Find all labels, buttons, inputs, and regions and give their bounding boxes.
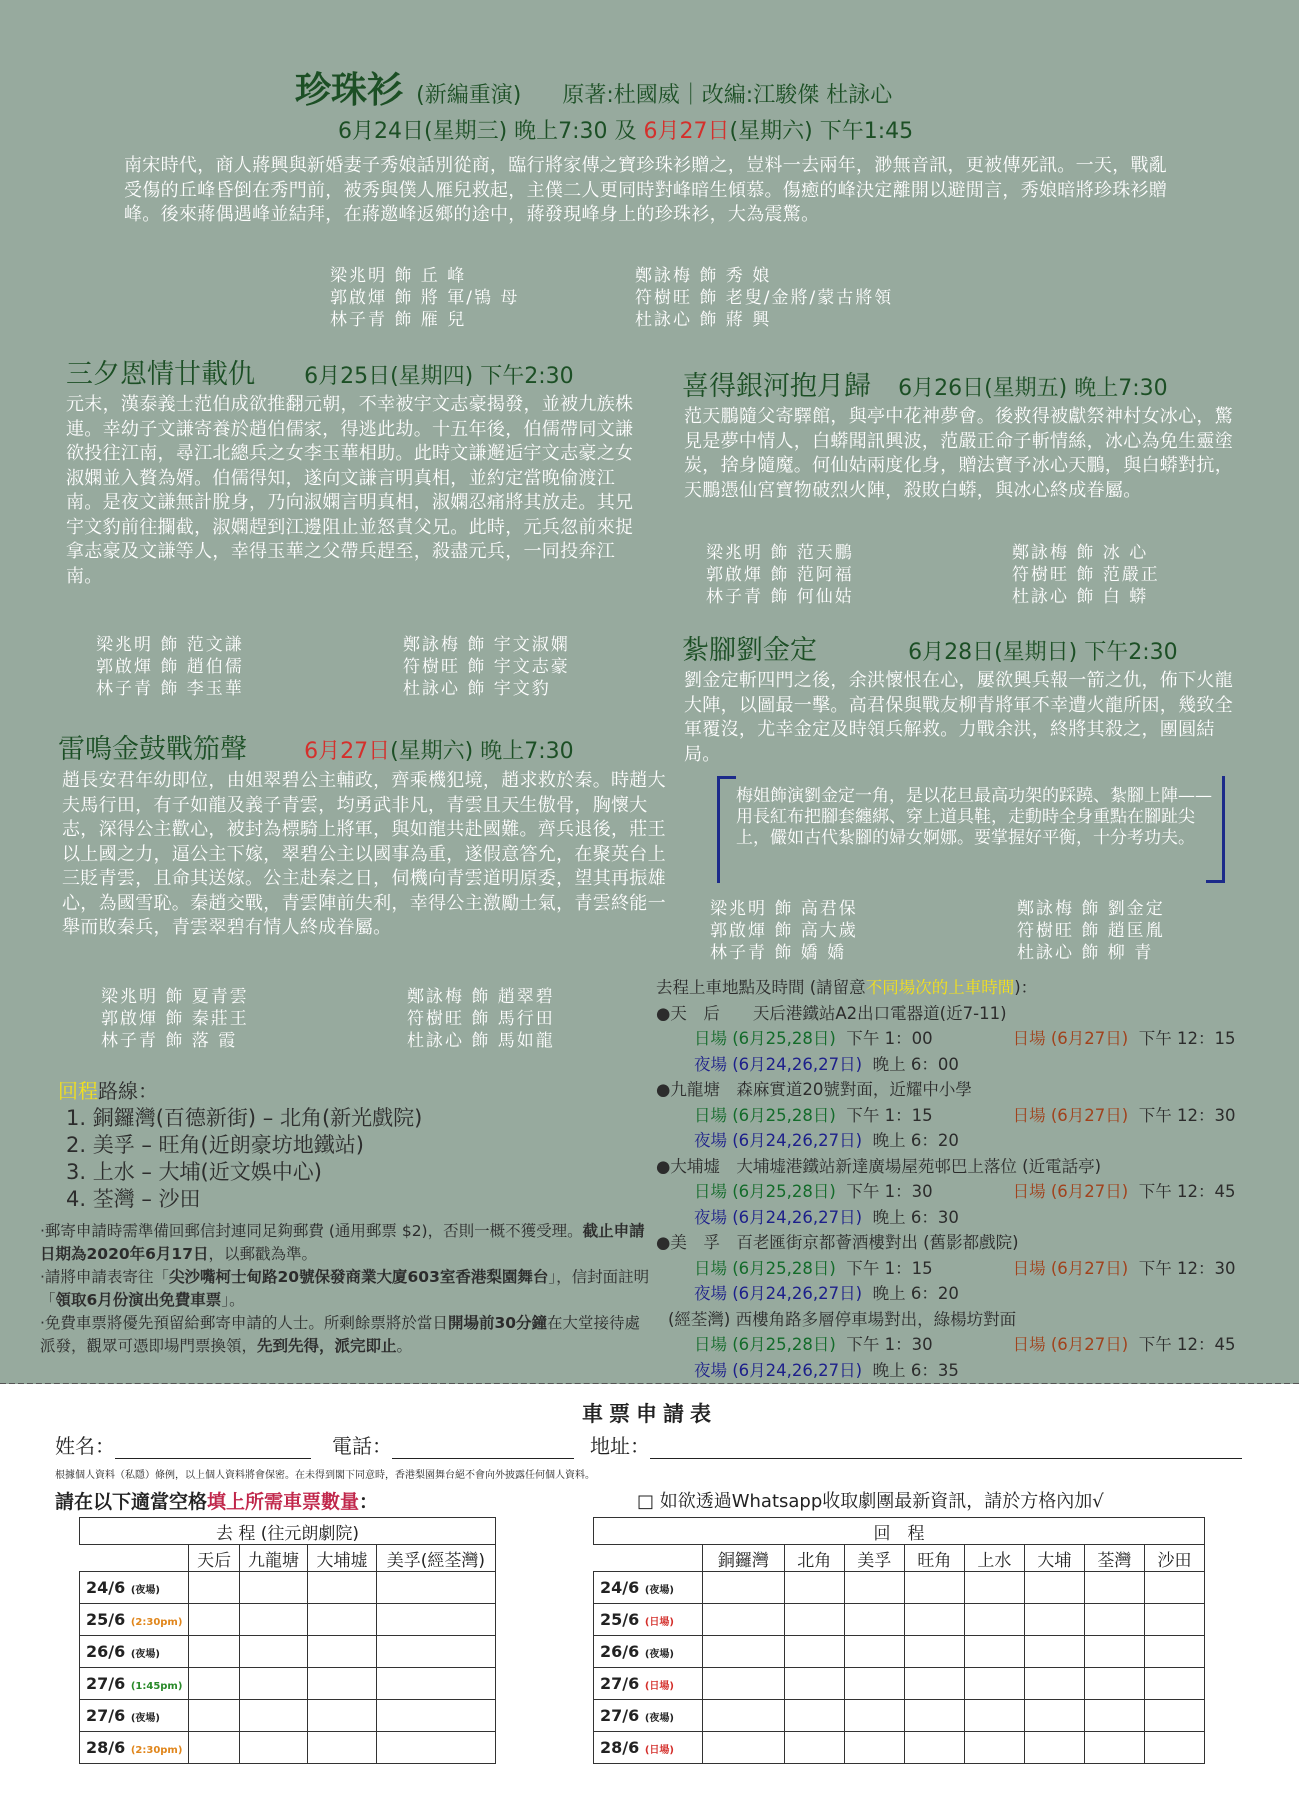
evening-label: 夜場 (6月24,26,27日)	[694, 1284, 863, 1303]
qty-cell[interactable]	[1024, 1572, 1084, 1604]
instr-text: ：	[359, 1491, 379, 1513]
show1-title: 珍珠衫	[295, 70, 404, 111]
show2-title: 三夕恩情廿載仇	[66, 359, 255, 390]
row-date: 25/6	[86, 1610, 126, 1629]
qty-cell[interactable]	[703, 1732, 785, 1764]
stop-name: ●大埔墟 大埔墟港鐵站新達廣場屋苑邨巴上落位 (近電話亭)	[656, 1156, 1102, 1176]
day-label: 日場 (6月25,28日)	[694, 1029, 836, 1048]
show5-header	[58, 727, 574, 766]
qty-cell[interactable]	[784, 1572, 844, 1604]
cast-line: 梁兆明 飾 高君保	[710, 899, 858, 919]
qty-cell[interactable]	[844, 1572, 904, 1604]
qty-cell[interactable]	[844, 1636, 904, 1668]
show1-credits: 原著:杜國威｜改編:江駿傑 杜詠心	[562, 83, 893, 108]
qty-cell[interactable]	[703, 1636, 785, 1668]
show5-cast-right	[407, 986, 555, 1052]
cast-line: 鄭詠梅 飾 宇文淑嫻	[403, 635, 570, 655]
day-label: 日場 (6月25,28日)	[694, 1182, 836, 1201]
stop-name: (經荃灣) 西樓角路多層停車場對出，綠楊坊對面	[668, 1309, 1017, 1329]
note-text: ‧免費車票將優先預留給郵寄申請的人士。所剩餘票將於當日	[40, 1314, 448, 1332]
show1-header	[295, 62, 892, 113]
qty-cell[interactable]	[1144, 1636, 1204, 1668]
cast-line: 鄭詠梅 飾 劉金定	[1017, 899, 1165, 919]
qty-cell[interactable]	[239, 1572, 308, 1604]
qty-cell[interactable]	[1084, 1668, 1144, 1700]
day-label: 日場 (6月25,28日)	[694, 1258, 836, 1278]
note-bold: 尖沙嘴柯士甸路20號保發商業大廈603室香港梨園舞台	[168, 1268, 549, 1286]
note-text: 」。	[221, 1291, 245, 1309]
cast-line: 梁兆明 飾 范文謙	[96, 635, 244, 655]
show2-cast-left	[96, 634, 244, 700]
note-text: 在大堂接待處派發，觀眾可憑即場門票換領，	[40, 1314, 641, 1355]
qty-cell[interactable]	[376, 1636, 495, 1668]
cast-line: 杜詠心 飾 白 蟒	[1012, 587, 1149, 607]
qty-cell[interactable]	[308, 1604, 377, 1636]
return-label-highlight: 回程	[58, 1079, 98, 1103]
matinee-label: 日場 (6月27日)	[1012, 1258, 1129, 1278]
matinee-time: 下午 12：30	[1138, 1105, 1236, 1125]
show1-date-c: (星期六) 下午1:45	[729, 119, 914, 144]
show3-cast-left	[706, 542, 854, 608]
qty-cell[interactable]	[1144, 1604, 1204, 1636]
row-date: 24/6	[86, 1578, 126, 1597]
qty-cell[interactable]	[239, 1668, 308, 1700]
cast-line: 符樹旺 飾 范嚴正	[1012, 565, 1160, 585]
address-field	[590, 1430, 1242, 1459]
cast-line: 林子青 飾 何仙姑	[706, 587, 854, 607]
evening-time: 晚上 6：20	[872, 1131, 959, 1150]
day-label: 日場 (6月25,28日)	[694, 1335, 836, 1354]
table-row	[594, 1668, 1205, 1700]
qty-cell[interactable]	[308, 1572, 377, 1604]
qty-cell[interactable]	[1024, 1604, 1084, 1636]
qty-cell[interactable]	[189, 1700, 239, 1732]
show5-synopsis: 趙長安君年幼即位，由姐翠碧公主輔政，齊乘機犯境，趙求救於秦。時趙大夫馬行田，有子如龍及義子青雲，均勇武非凡，青雲且天生傲骨，胸懷大志，深得公主歡心，被封為標騎上將軍，與如龍共赴國難。齊兵退後，莊王以上國之力，逼公主下嫁，翠碧公主以國事為重，遂假意答允，在聚英台上三貶青雲，且命其送嫁。公主赴秦之日，伺機向青雲道明原委，望其再振雄心，為國雪恥。秦趙交戰，青雲陣前失利，幸得公主激勵士氣，青雲終能一舉而敗秦兵，青雲翠碧有情人終成眷屬。	[62, 770, 666, 938]
instr-highlight: 填上所需車票數量	[207, 1491, 360, 1513]
qty-cell[interactable]	[239, 1604, 308, 1636]
table-row	[80, 1636, 496, 1668]
show2-date: 6月25日(星期四) 下午2:30	[304, 364, 574, 389]
show5-cast-left	[101, 986, 249, 1052]
table-row	[594, 1572, 1205, 1604]
evening-time: 晚上 6：00	[872, 1054, 959, 1074]
row-tag: (夜場)	[644, 1585, 674, 1596]
stop-name: ●美 孚 百老匯街京都薈酒樓對出 (舊影都戲院)	[656, 1233, 1019, 1252]
show4-quote: 梅姐飾演劉金定一角，是以花旦最高功架的踩蹺、紮腳上陣——用長紅布把腳套纏綁、穿上道具鞋，走動時全身重點在腳趾尖上，儼如古代紮腳的婦女婀娜。要掌握好平衡，十分考功夫。	[736, 786, 1212, 848]
qty-cell[interactable]	[703, 1668, 785, 1700]
col-header: 荃灣	[1084, 1545, 1144, 1572]
qty-cell[interactable]	[308, 1700, 377, 1732]
instr-text: 請在以下適當空格	[55, 1491, 208, 1513]
row-date: 28/6	[86, 1738, 126, 1757]
row-tag: (夜場)	[130, 1649, 160, 1660]
show1-date	[338, 114, 913, 145]
col-header: 九龍塘	[239, 1545, 308, 1572]
col-header: 天后	[189, 1545, 239, 1572]
col-header: 銅鑼灣	[703, 1545, 785, 1572]
col-header: 北角	[784, 1545, 844, 1572]
qty-cell[interactable]	[964, 1732, 1024, 1764]
qty-cell[interactable]	[308, 1732, 377, 1764]
show3-header	[682, 364, 1168, 403]
note-priority	[40, 1312, 652, 1358]
qty-cell[interactable]	[844, 1604, 904, 1636]
show4-cast-right	[1017, 898, 1165, 964]
row-date: 27/6	[600, 1706, 640, 1725]
cast-line: 林子青 飾 李玉華	[96, 679, 244, 699]
day-time: 下午 1：30	[846, 1182, 933, 1201]
row-date: 25/6	[600, 1610, 640, 1629]
evening-time: 晚上 6：20	[872, 1284, 959, 1303]
qty-cell[interactable]	[1084, 1572, 1144, 1604]
show5-title: 雷鳴金鼓戰笳聲	[58, 734, 247, 765]
row-tag: (夜場)	[130, 1713, 160, 1724]
cast-line: 杜詠心 飾 柳 青	[1017, 943, 1154, 963]
qty-cell[interactable]	[1144, 1700, 1204, 1732]
row-date: 28/6	[600, 1738, 640, 1757]
qty-cell[interactable]	[784, 1732, 844, 1764]
qty-cell[interactable]	[904, 1700, 964, 1732]
day-time: 下午 1：30	[846, 1335, 933, 1354]
qty-cell[interactable]	[904, 1636, 964, 1668]
qty-cell[interactable]	[784, 1700, 844, 1732]
qty-cell[interactable]	[703, 1604, 785, 1636]
return-route-heading	[58, 1078, 422, 1105]
cast-line: 符樹旺 飾 趙匡胤	[1017, 921, 1165, 941]
note-text: ，以郵戳為準。	[208, 1245, 318, 1263]
show4-header	[682, 628, 1178, 667]
table-row	[594, 1604, 1205, 1636]
qty-cell[interactable]	[904, 1604, 964, 1636]
row-tag: (夜場)	[644, 1649, 674, 1660]
matinee-label: 日場 (6月27日)	[1012, 1182, 1129, 1201]
table-row	[80, 1700, 496, 1732]
qty-cell[interactable]	[189, 1604, 239, 1636]
return-title: 回 程	[594, 1518, 1205, 1545]
qty-cell[interactable]	[904, 1668, 964, 1700]
cast-line: 符樹旺 飾 馬行田	[407, 1009, 555, 1029]
row-date: 27/6	[600, 1674, 640, 1693]
return-label: 路線：	[98, 1079, 158, 1103]
note-text: ‧郵寄申請時需準備回郵信封連同足夠郵費 (通用郵票 $2)，否則一概不獲受理。	[40, 1222, 583, 1240]
route-item: 2. 美孚 – 旺角(近朗豪坊地鐵站)	[66, 1133, 364, 1157]
row-tag: (日場)	[644, 1745, 674, 1756]
stop-name: ●天 后 天后港鐵站A2出口電器道(近7-11)	[656, 1003, 1007, 1023]
cast-line: 郭啟煇 飾 趙伯儒	[96, 657, 244, 677]
day-time: 下午 1：00	[846, 1029, 933, 1048]
col-header: 美孚(經荃灣)	[376, 1545, 495, 1572]
name-input[interactable]	[115, 1440, 311, 1459]
matinee-time: 下午 12：15	[1138, 1029, 1236, 1048]
privacy-note: 根據個人資料（私隱）條例，以上個人資料將會保密。在未得到閣下同意時，香港梨園舞台絕不會向外披露任何個人資料。	[55, 1470, 595, 1481]
return-table	[593, 1517, 1205, 1764]
row-tag: (2:30pm)	[130, 1617, 183, 1628]
qty-cell[interactable]	[1144, 1668, 1204, 1700]
qty-cell[interactable]	[904, 1572, 964, 1604]
qty-cell[interactable]	[376, 1668, 495, 1700]
qty-cell[interactable]	[189, 1732, 239, 1764]
pickup-stop	[656, 1001, 1276, 1078]
qty-cell[interactable]	[844, 1732, 904, 1764]
quote-bracket-open	[717, 776, 736, 883]
row-tag: (夜場)	[130, 1585, 160, 1596]
pickup-stop	[656, 1230, 1276, 1307]
cast-line: 鄭詠梅 飾 秀 娘	[635, 266, 772, 286]
show4-cast-left	[710, 898, 858, 964]
show1-cast-left	[330, 265, 519, 331]
qty-cell[interactable]	[703, 1700, 785, 1732]
row-date: 26/6	[86, 1642, 126, 1661]
address-label: 地址：	[590, 1434, 650, 1458]
table-row	[594, 1732, 1205, 1764]
qty-cell[interactable]	[376, 1572, 495, 1604]
evening-label: 夜場 (6月24,26,27日)	[694, 1131, 863, 1150]
show3-date: 6月26日(星期五) 晚上7:30	[898, 376, 1168, 401]
qty-cell[interactable]	[308, 1636, 377, 1668]
show5-date-red: 6月27日	[304, 739, 391, 764]
row-tag: (2:30pm)	[130, 1745, 183, 1756]
qty-cell[interactable]	[844, 1700, 904, 1732]
day-time: 下午 1：15	[846, 1258, 933, 1278]
evening-label: 夜場 (6月24,26,27日)	[694, 1054, 863, 1074]
pickup-header	[656, 975, 1276, 1001]
show3-title: 喜得銀河抱月歸	[682, 371, 871, 402]
pickup-stop	[656, 1154, 1276, 1231]
qty-cell[interactable]	[376, 1732, 495, 1764]
cast-line: 郭啟煇 飾 秦莊王	[101, 1009, 249, 1029]
note-text: 。	[396, 1337, 413, 1355]
matinee-label: 日場 (6月27日)	[1012, 1335, 1129, 1354]
qty-cell[interactable]	[1084, 1732, 1144, 1764]
show3-synopsis: 范天鵬隨父寄驛館，與亭中花神夢會。後救得被獻祭神村女冰心，驚見是夢中情人，白蟒聞訊興波，范嚴正命子斬情絲，冰心為免生靈塗炭，捨身隨魔。何仙姑兩度化身，贈法寶予冰心天鵬，與白蟒對抗，天鵬憑仙宮寶物破烈火陣，殺敗白蟒，與冰心終成眷屬。	[684, 406, 1233, 501]
evening-time: 晚上 6：35	[872, 1360, 959, 1380]
row-tag: (夜場)	[644, 1713, 674, 1724]
note-bold: 截止申請日期為2020年6月17日	[40, 1222, 645, 1263]
row-date: 26/6	[600, 1642, 640, 1661]
qty-cell[interactable]	[964, 1668, 1024, 1700]
table-row	[80, 1604, 496, 1636]
qty-cell[interactable]	[844, 1668, 904, 1700]
qty-cell[interactable]	[1024, 1700, 1084, 1732]
cast-line: 符樹旺 飾 老叟/金將/蒙古將領	[635, 288, 894, 308]
show4-synopsis: 劉金定斬四門之後，余洪懷恨在心，屢欲興兵報一箭之仇，佈下火龍大陣，以圖最一擊。高君保與戰友柳青將軍不幸遭火龍所困，幾致全軍覆沒，尤幸金定及時領兵解救。力戰余洪，終將其殺之，團圓結局。	[684, 670, 1233, 765]
ticket-application-form	[0, 1384, 1299, 1813]
qty-cell[interactable]	[964, 1572, 1024, 1604]
stop-name: ●九龍塘 森麻實道20號對面，近耀中小學	[656, 1080, 972, 1099]
evening-label: 夜場 (6月24,26,27日)	[694, 1360, 863, 1380]
pickup-schedule	[656, 975, 1276, 1383]
show1-tag: (新編重演)	[416, 83, 522, 108]
pickup-stop	[656, 1307, 1276, 1384]
note-text: 」，信封面註明「	[40, 1268, 650, 1309]
matinee-label: 日場 (6月27日)	[1012, 1105, 1129, 1125]
qty-cell[interactable]	[964, 1700, 1024, 1732]
qty-cell[interactable]	[189, 1636, 239, 1668]
address-input[interactable]	[650, 1440, 1242, 1459]
qty-cell[interactable]	[1144, 1572, 1204, 1604]
form-instruction	[55, 1487, 378, 1514]
col-header: 上水	[964, 1545, 1024, 1572]
show1-date-a: 6月24日(星期三) 晚上7:30 及	[338, 119, 644, 144]
cast-line: 鄭詠梅 飾 冰 心	[1012, 543, 1149, 563]
qty-cell[interactable]	[1144, 1732, 1204, 1764]
outbound-table	[79, 1517, 496, 1764]
show1-cast-right	[635, 265, 893, 331]
cast-line: 郭啟煇 飾 高大歲	[710, 921, 858, 941]
whatsapp-checkbox[interactable]: □ 如欲透過Whatsapp收取劇團最新資訊，請於方格內加√	[637, 1491, 1104, 1512]
show3-cast-right	[1012, 542, 1160, 608]
qty-cell[interactable]	[964, 1604, 1024, 1636]
qty-cell[interactable]	[239, 1636, 308, 1668]
notes	[40, 1220, 652, 1358]
name-label: 姓名：	[55, 1434, 115, 1458]
show4-title: 紮腳劉金定	[682, 635, 817, 666]
cast-line: 梁兆明 飾 丘 峰	[330, 266, 467, 286]
cast-line: 郭啟煇 飾 范阿福	[706, 565, 854, 585]
show2-cast-right	[403, 634, 570, 700]
table-row	[80, 1572, 496, 1604]
cast-line: 杜詠心 飾 蔣 興	[635, 310, 772, 330]
row-tag: (日場)	[644, 1617, 674, 1628]
note-bold: 開場前30分鐘	[447, 1314, 548, 1332]
cast-line: 林子青 飾 雁 兒	[330, 310, 467, 330]
col-header: 美孚	[844, 1545, 904, 1572]
phone-field	[332, 1430, 574, 1459]
row-tag: (1:45pm)	[130, 1681, 183, 1692]
route-item: 1. 銅鑼灣(百德新街) – 北角(新光戲院)	[66, 1106, 423, 1130]
day-label: 日場 (6月25,28日)	[694, 1105, 836, 1125]
evening-time: 晚上 6：30	[872, 1207, 959, 1227]
pickup-header-text: 去程上車地點及時間 (請留意	[656, 978, 866, 997]
outbound-title: 去 程 (往元朗劇院)	[80, 1518, 496, 1545]
name-field	[55, 1430, 311, 1459]
qty-cell[interactable]	[784, 1636, 844, 1668]
matinee-label: 日場 (6月27日)	[1012, 1029, 1129, 1048]
route-item: 4. 荃灣 – 沙田	[66, 1187, 201, 1211]
qty-cell[interactable]	[239, 1732, 308, 1764]
show4-date: 6月28日(星期日) 下午2:30	[908, 640, 1178, 665]
note-bold: 領取6月份演出免費車票	[55, 1291, 222, 1309]
note-postal	[40, 1220, 652, 1266]
cast-line: 杜詠心 飾 宇文豹	[403, 679, 551, 699]
show2-header	[66, 352, 574, 391]
qty-cell[interactable]	[376, 1700, 495, 1732]
pickup-header-highlight: 不同場次的上車時間	[865, 978, 1015, 997]
qty-cell[interactable]	[964, 1636, 1024, 1668]
qty-cell[interactable]	[189, 1668, 239, 1700]
qty-cell[interactable]	[308, 1668, 377, 1700]
qty-cell[interactable]	[1084, 1604, 1144, 1636]
show2-synopsis: 元末，漢泰義士范伯成欲推翻元朝，不幸被宇文志豪揭發，並被九族株連。幸幼子文謙寄養於趙伯儒家，得逃此劫。十五年後，伯儒帶同文謙欲投往江南，尋江北總兵之女李玉華相助。此時文謙邂逅宇文志豪之女淑嫻並入贅為婿。伯儒得知，遂向文謙言明真相，並約定當晚偷渡江南。是夜文謙無計脫身，乃向淑嫻言明真相，淑嫻忍痛將其放走。其兄宇文豹前往攔截，淑嫻趕到江邊阻止並怒責父兄。此時，元兵忽前來捉拿志豪及文謙等人，幸得玉華之父帶兵趕至，殺盡元兵，一同投奔江南。	[66, 394, 634, 587]
cast-line: 鄭詠梅 飾 趙翠碧	[407, 987, 555, 1007]
phone-input[interactable]	[392, 1440, 574, 1459]
cast-line: 符樹旺 飾 宇文志豪	[403, 657, 570, 677]
qty-cell[interactable]	[703, 1572, 785, 1604]
table-row	[80, 1668, 496, 1700]
show5-date-rest: (星期六) 晚上7:30	[390, 739, 574, 764]
evening-label: 夜場 (6月24,26,27日)	[694, 1207, 863, 1227]
row-date: 24/6	[600, 1578, 640, 1597]
qty-cell[interactable]	[1084, 1636, 1144, 1668]
cast-line: 林子青 飾 嬌 嬌	[710, 943, 847, 963]
cast-line: 林子青 飾 落 霞	[101, 1031, 238, 1051]
table-row	[594, 1636, 1205, 1668]
qty-cell[interactable]	[784, 1668, 844, 1700]
qty-cell[interactable]	[904, 1732, 964, 1764]
qty-cell[interactable]	[1024, 1732, 1084, 1764]
col-header: 旺角	[904, 1545, 964, 1572]
show1-synopsis: 南宋時代，商人蔣興與新婚妻子秀娘話別從商，臨行將家傳之寶珍珠衫贈之，豈料一去兩年，渺無音訊，更被傳死訊。一天，戰亂受傷的丘峰昏倒在秀門前，被秀與僕人雁兒救起，主僕二人更同時對峰暗生傾慕。傷癒的峰決定離開以避閒言，秀娘暗將珍珠衫贈峰。後來蔣偶遇峰並結拜，在蔣邀峰返鄉的途中，蔣發現峰身上的珍珠衫，大為震驚。	[124, 155, 1168, 225]
return-route	[58, 1078, 422, 1213]
matinee-time: 下午 12：45	[1138, 1182, 1236, 1201]
cast-line: 杜詠心 飾 馬如龍	[407, 1031, 555, 1051]
col-header: 沙田	[1144, 1545, 1204, 1572]
col-header: 大埔	[1024, 1545, 1084, 1572]
row-date: 27/6	[86, 1706, 126, 1725]
show1-date-b: 6月27日	[643, 119, 730, 144]
cast-line: 梁兆明 飾 夏青雲	[101, 987, 249, 1007]
col-header: 大埔墟	[308, 1545, 377, 1572]
qty-cell[interactable]	[239, 1700, 308, 1732]
row-tag: (日場)	[644, 1681, 674, 1692]
day-time: 下午 1：15	[846, 1105, 933, 1125]
qty-cell[interactable]	[784, 1604, 844, 1636]
note-text: ‧請將申請表寄往「	[40, 1268, 169, 1286]
qty-cell[interactable]	[1084, 1700, 1144, 1732]
note-address	[40, 1266, 652, 1312]
matinee-time: 下午 12：30	[1138, 1258, 1236, 1278]
qty-cell[interactable]	[1024, 1636, 1084, 1668]
route-item: 3. 上水 – 大埔(近文娛中心)	[66, 1160, 322, 1184]
form-title: 車票申請表	[582, 1402, 717, 1426]
qty-cell[interactable]	[1024, 1668, 1084, 1700]
pickup-stop	[656, 1077, 1276, 1154]
phone-label: 電話：	[332, 1434, 392, 1458]
note-bold: 先到先得，派完即止	[257, 1337, 397, 1355]
table-row	[80, 1732, 496, 1764]
table-row	[594, 1700, 1205, 1732]
row-date: 27/6	[86, 1674, 126, 1693]
cast-line: 梁兆明 飾 范天鵬	[706, 543, 854, 563]
matinee-time: 下午 12：45	[1138, 1335, 1236, 1354]
qty-cell[interactable]	[376, 1604, 495, 1636]
cast-line: 郭啟煇 飾 將 軍/鴇 母	[330, 288, 520, 308]
qty-cell[interactable]	[189, 1572, 239, 1604]
pickup-header-text: )：	[1014, 978, 1038, 997]
